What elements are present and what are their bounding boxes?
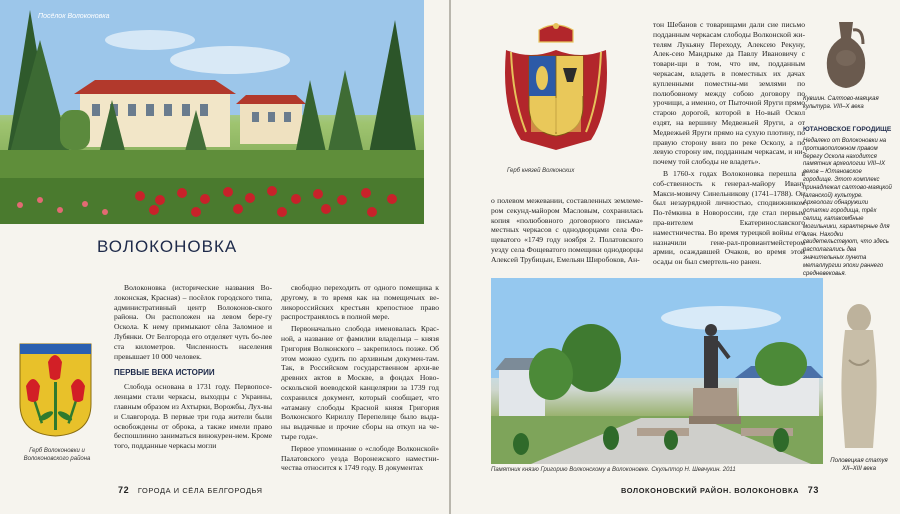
paragraph: Первоначально слобода именовалась Крас-ной, а название от фамилии владельца – князя Григория Волконского – закрепилось позже. Об этом можно судить по архивным докумен-там. Так, в Российском государственном архи-ве древних актов в Москве, в фондах Ново-оскольской воеводской канцелярии за 1739 год сохранился документ, который сообщает, что «атаману слободы Красной князя Григория Волконского Кириллу Перепелице было выда-ны выдачные и прочие сборы на откуп на че-тыре года». <box>281 324 439 441</box>
sidebar-text: Недалеко от Волоконовки на противоположном правом берегу Оскола находится памятник археологии VIII–IX веков – Ютановское городище. Этот комплекс принадлежал салтово-маяцкой (аланской) культуре. Археологи обнаружили остатки городища, трёх селищ, катакомбные могильники, характерные для алан. Находки свидетельствуют, что здесь располагались два значительных пункта металлургии эпохи раннего средневековья. <box>803 138 892 277</box>
running-head: ГОРОДА И СЁЛА БЕЛГОРОДЬЯ <box>137 486 263 495</box>
monument-photo <box>491 278 823 464</box>
sidebar-heading: ЮТАНОВСКОЕ ГОРОДИЩЕ <box>803 126 892 133</box>
statue-caption: Половецкая статуя XII–XIII века <box>830 458 888 472</box>
text-column-b <box>653 20 805 267</box>
right-footer <box>621 485 825 495</box>
section-subheading: ПЕРВЫЕ ВЕКА ИСТОРИИ <box>114 368 215 378</box>
photo-caption: Посёлок Волоконовка <box>38 13 110 20</box>
volkonsky-coat-caption: Герб князей Волконских <box>507 168 575 174</box>
paragraph: В 1760-х годах Волоконовка перешла в соб-ственность к генерал-майору Ивану Макси-мовичу Синельникову (1741–1788). Он был незаурядной личностью, сподвижником По-тёмкина в Новороссии, где стал первым пра-вителем Екатеринославского наместничества. Во время турецкой войны его назначили гене-рал-провиантмейстером армии, осаждавшей Очаков, во время этой осады он был смертель-но ранен. <box>653 168 805 267</box>
volokonovka-coat-of-arms <box>18 342 93 438</box>
paragraph: тон Шебанов с товарищами дали сие письмо подданным черкасам слободы Волконской жи-телям Лукьяну Переходу, Алексею Рекуну, Алек-сею Мандрыке да Павлу Ивановичу с товари-щи в том, что им, подданным черкасам, владеть в поместных их дачах купленными поместны-ми землями по полюбовному между собою договору по урочищи, а именно, от Пыточной Яруги прямо старою дорогой, которой в Но-вый Оскол ездят, на вершину Медвежьей Яруги, а от Медвежьей Яруги прямо на сухую плотину, по правую сторону вниз по реке Осколу, а по левую сторону им, подданным черкасам, и ни-почему той слободы не владеть». <box>653 20 805 167</box>
page-title: ВОЛОКОНОВКА <box>97 237 238 256</box>
text-column-2 <box>281 283 439 473</box>
monument-photo-illustration <box>491 278 823 464</box>
paragraph: свободно переходить от одного помещика к другому, в то время как на помещичьих ве-ликороссийских крестьян крепостное право распространялось в полной мере. <box>281 283 439 322</box>
right-page <box>451 0 900 514</box>
coat-caption: Герб Волоконовки и Волоконовского района <box>23 448 91 462</box>
volkonsky-coat-of-arms <box>501 20 611 160</box>
paragraph: Волоконовка (исторические названия Во-локонская, Красная) – посёлок городского типа, административный центр Волоконов-ского района. Он расположен на левом бере-гу Оскола. К нему примыкают сёла Заломное и Лубянки. От Белгорода его отделяет чуть бо-лее ста километров. Численность населения превышает 10 000 человек. <box>114 283 272 361</box>
paragraph: о полевом межевании, составленных землеме-ром секунд-майором Масловым, сохранилась копия «полюбовного договорного письма» местных черкасов с однодворцами села Фо-щеватого «1749 году ноября 2. Полатовского уезду села Фощеватого помещики однодворцы Алексей Трубицын, Емельян Широбоков, Ан- <box>491 196 643 264</box>
village-photo-illustration <box>0 0 424 224</box>
jug-caption: Кувшин. Салтово-маяцкая культура. VIII–X века <box>803 96 879 110</box>
left-footer <box>112 485 263 495</box>
statue-image <box>835 300 883 450</box>
running-head: ВОЛОКОНОВСКИЙ РАЙОН. ВОЛОКОНОВКА <box>621 486 800 495</box>
page-number: 73 <box>807 485 819 495</box>
paragraph: Первое упоминание о «слободе Волконской» Палатовского уезда Воронежского наместни-чества относится к 1749 году. В документах <box>281 443 439 473</box>
village-photo <box>0 0 424 224</box>
monument-caption: Памятник князю Григорию Волконскому в Волоконовке. Скульптор Н. Шевчукин. 2011 <box>491 467 736 473</box>
left-page <box>0 0 449 514</box>
paragraph: Слобода основана в 1731 году. Первопосе-ленцами стали черкасы, выходцы с Украины, главным образом из Ахтырки, Ворожбы, Лух-вы и Славгорода. В первые три года жители были освобождены от оброка, а также имели право беспошлинно заниматься винокурен-ием. Кроме того, подданные черкасы могли <box>114 382 272 451</box>
page-number: 72 <box>118 485 130 495</box>
text-column-a <box>491 196 643 265</box>
jug-image <box>821 18 871 90</box>
text-column-1 <box>114 283 272 451</box>
